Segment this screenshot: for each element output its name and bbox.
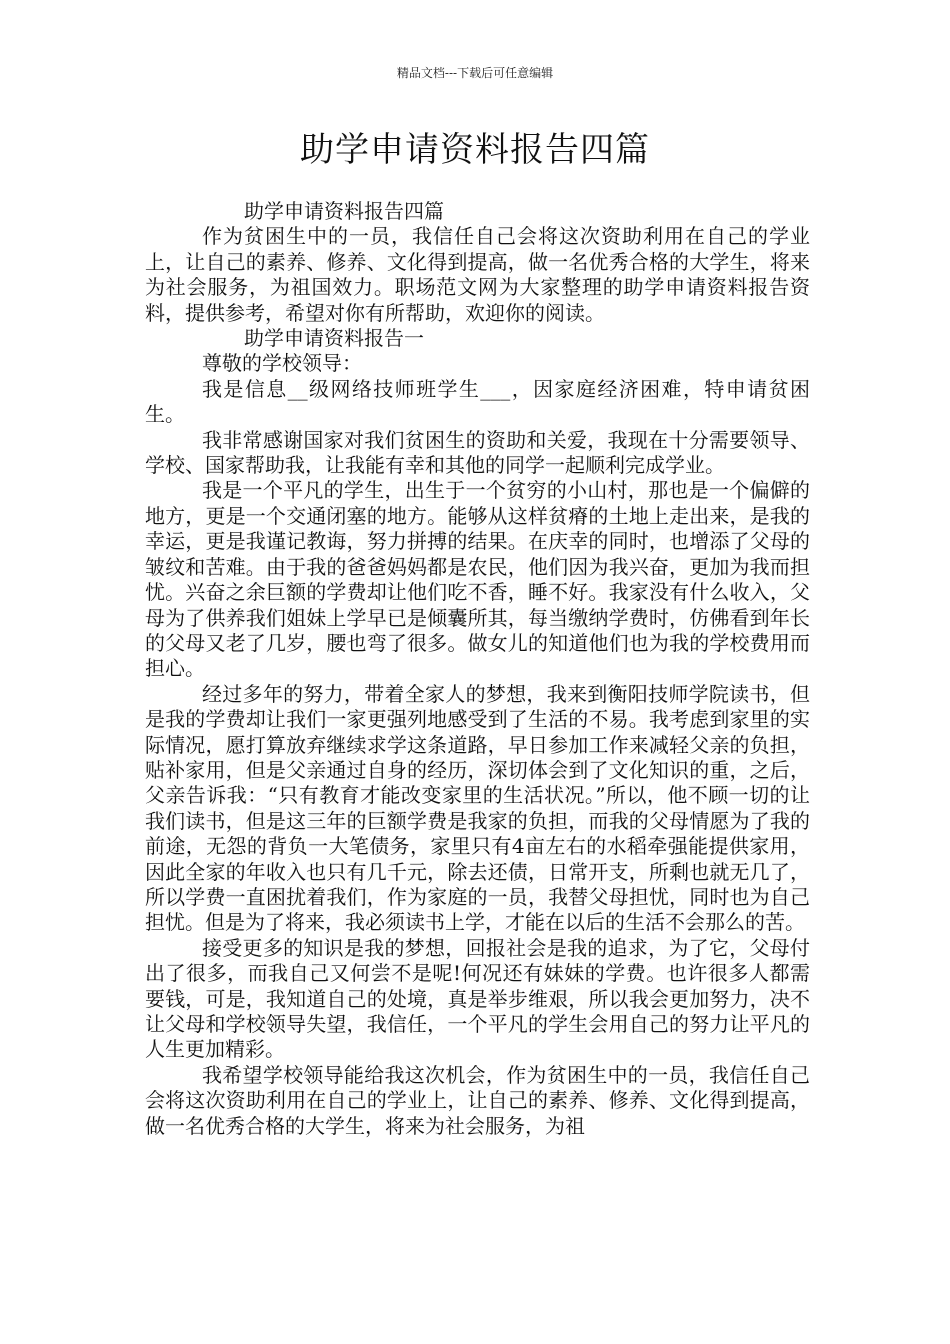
salutation: 尊敬的学校领导： xyxy=(202,351,362,376)
body-paragraph: 接受更多的知识是我的梦想，回报社会是我的追求，为了它，父母付出了很多，而我自己又何尝不是呢!何况还有妹妹的学费。也许很多人都需要钱，可是，我知道自己的处境，真是举步维艰，所以我会更加努力，决不让父母和学校领导失望，我信任，一个平凡的学生会用自己的努力让平凡的人生更加精彩。 xyxy=(145,935,810,1062)
body-paragraph: 我是一个平凡的学生，出生于一个贫穷的小山村，那也是一个偏僻的地方，更是一个交通闭塞的地方。能够从这样贫瘠的土地上走出来，是我的幸运，更是我谨记教诲，努力拼搏的结果。在庆幸的同时，也增添了父母的皱纹和苦难。由于我的爸爸妈妈都是农民，他们因为我兴奋，更加为我而担忧。兴奋之余巨额的学费却让他们吃不香，睡不好。我家没有什么收入，父母为了供养我们姐妹上学早已是倾囊所其，每当缴纳学费时，仿佛看到年长的父母又老了几岁，腰也弯了很多。做女儿的知道他们也为我的学校费用而担心。 xyxy=(145,478,810,681)
intro-paragraph: 作为贫困生中的一员，我信任自己会将这次资助利用在自己的学业上，让自己的素养、修养、文化得到提高，做一名优秀合格的大学生，将来为社会服务，为祖国效力。职场范文网为大家整理的助学申请资料报告资料，提供参考，希望对你有所帮助，欢迎你的阅读。 xyxy=(145,224,810,325)
intro-subtitle: 助学申请资料报告四篇 xyxy=(244,199,444,223)
body-paragraph: 我希望学校领导能给我这次机会，作为贫困生中的一员，我信任自己会将这次资助利用在自己的学业上，让自己的素养、修养、文化得到提高，做一名优秀合格的大学生，将来为社会服务，为祖 xyxy=(145,1062,810,1138)
document-body xyxy=(145,199,810,1139)
document-title: 助学申请资料报告四篇 xyxy=(300,130,650,170)
body-paragraph: 经过多年的努力，带着全家人的梦想，我来到衡阳技师学院读书，但是我的学费却让我们一家更强列地感受到了生活的不易。我考虑到家里的实际情况，愿打算放弃继续求学这条道路，早日参加工作来减轻父亲的负担，贴补家用，但是父亲通过自身的经历，深切体会到了文化知识的重，之后，父亲告诉我：“只有教育才能改变家里的生活状况。”所以，他不顾一切的让我们读书，但是这三年的巨额学费是我家的负担，而我的父母情愿为了我的前途，无怨的背负一大笔债务，家里只有4亩左右的水稻牵强能提供家用，因此全家的年收入也只有几千元，除去还债，日常开支，所剩也就无几了，所以学费一直困扰着我们，作为家庭的一员，我替父母担忧，同时也为自己担忧。但是为了将来，我必须读书上学，才能在以后的生活不会那么的苦。 xyxy=(145,681,810,935)
body-paragraph: 我非常感谢国家对我们贫困生的资助和关爱，我现在十分需要领导、学校、国家帮助我，让我能有幸和其他的同学一起顺利完成学业。 xyxy=(145,427,810,478)
body-paragraph: 我是信息__级网络技师班学生___，因家庭经济困难，特申请贫困生。 xyxy=(145,376,810,427)
section-heading-report-one: 助学申请资料报告一 xyxy=(244,326,424,351)
page-header: 精品文档---下载后可任意编辑 xyxy=(396,66,554,80)
